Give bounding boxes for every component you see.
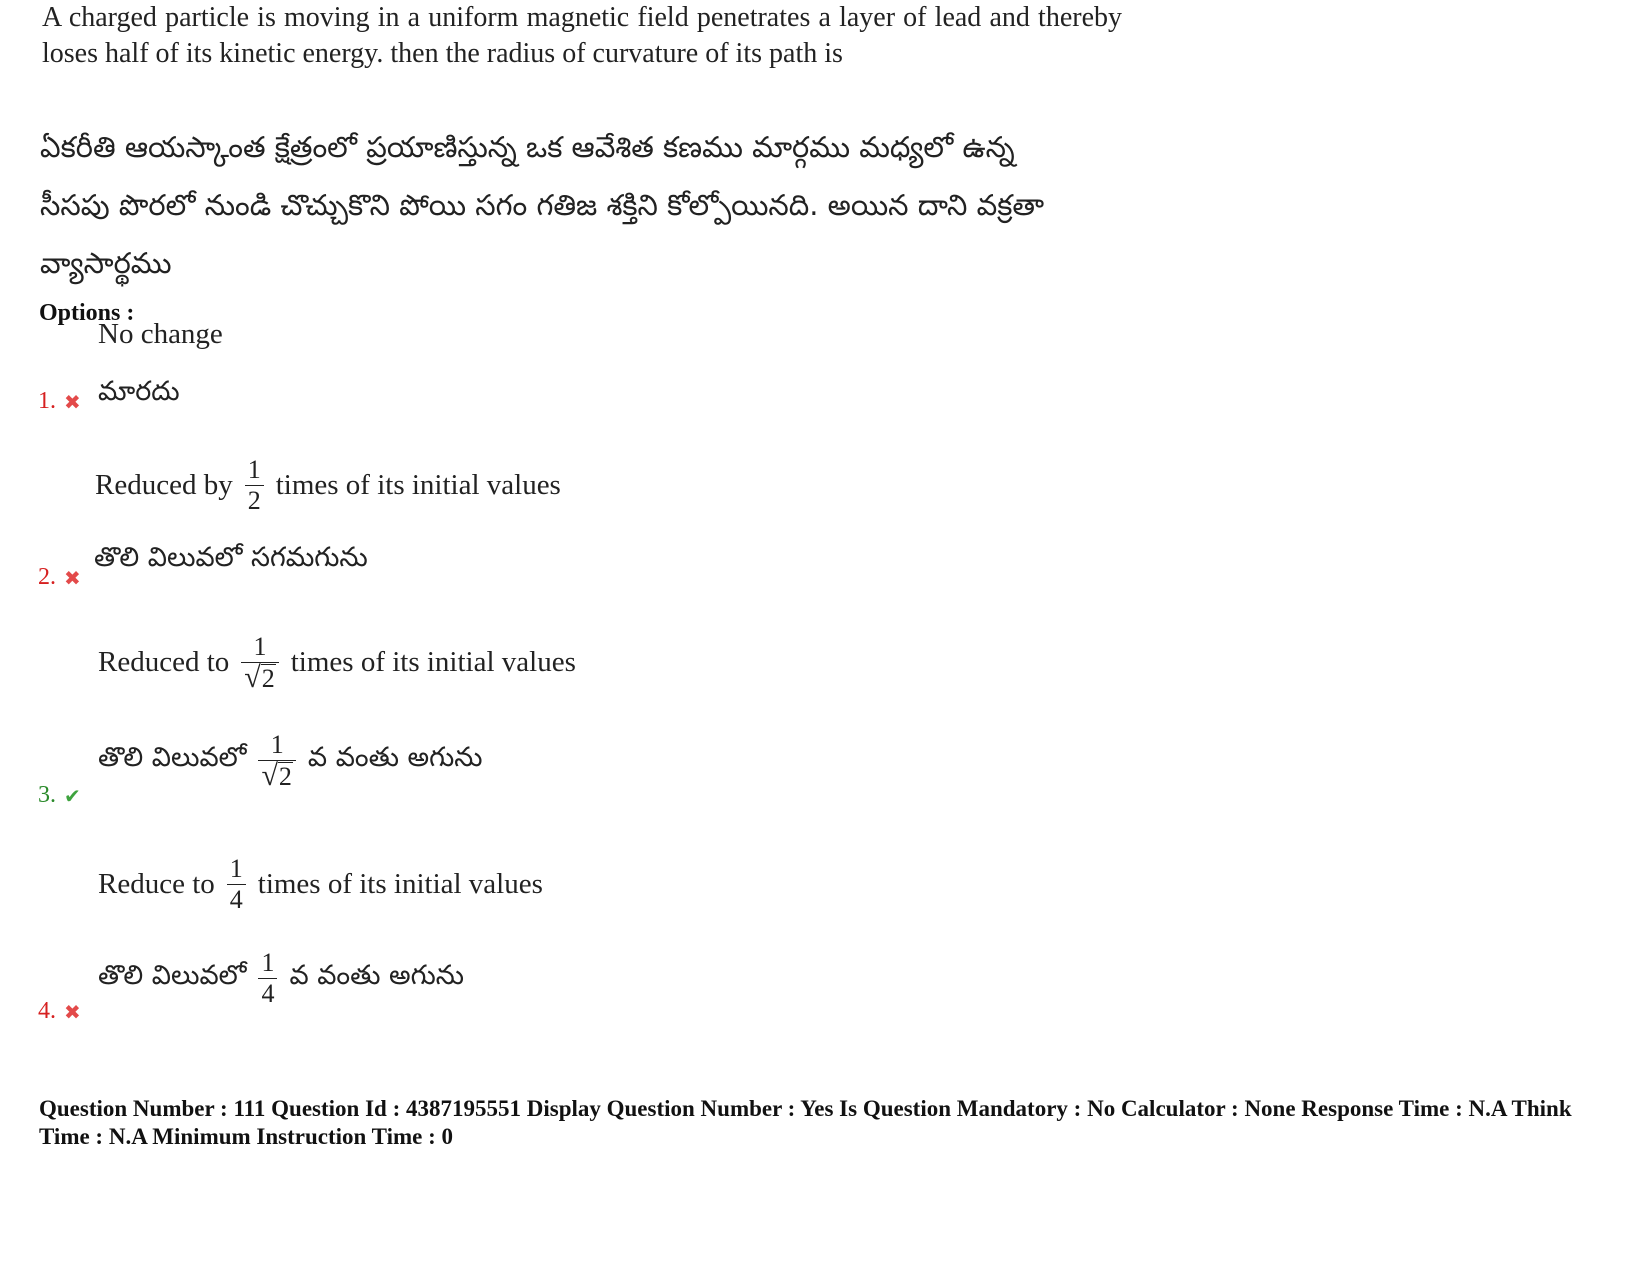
option-3-telugu-post: వ వంతు అగును <box>307 741 483 773</box>
fraction-denominator-sqrt <box>258 761 295 791</box>
option-1-marker <box>38 388 81 415</box>
question-text-telugu <box>40 118 1120 292</box>
option-2-english <box>95 455 561 516</box>
sqrt-argument: 2 <box>261 664 275 693</box>
option-3-english <box>98 632 576 693</box>
fraction-numerator: 1 <box>270 730 284 759</box>
option-2-english-post: times of its initial values <box>275 469 561 501</box>
option-4-english-post: times of its initial values <box>257 868 543 900</box>
option-3-english-post: times of its initial values <box>290 646 576 678</box>
option-4-marker <box>38 998 81 1025</box>
wrong-cross-icon: ✖ <box>64 389 81 414</box>
option-2-english-pre: Reduced by <box>95 469 233 501</box>
wrong-cross-icon: ✖ <box>64 565 81 590</box>
option-1-english-text: No change <box>98 318 223 350</box>
option-2-number: 2. <box>38 564 56 590</box>
fraction-denominator: 2 <box>247 486 261 515</box>
fraction-one-quarter <box>258 948 277 1009</box>
fraction-denominator: 4 <box>261 979 275 1008</box>
correct-check-icon: ✔ <box>64 783 81 808</box>
sqrt-icon: √ <box>261 759 278 792</box>
fraction-numerator: 1 <box>229 854 243 883</box>
options-label: Options : <box>39 300 135 326</box>
fraction-numerator: 1 <box>261 948 275 977</box>
option-4-telugu-pre: తొలి విలువలో <box>98 959 247 991</box>
fraction-denominator: 4 <box>229 885 243 914</box>
option-2-telugu <box>94 542 368 580</box>
sqrt-argument: 2 <box>278 762 292 791</box>
option-3-marker <box>38 782 81 809</box>
fraction-denominator-sqrt <box>241 663 278 693</box>
question-text-english: A charged particle is moving in a uniform magnetic field penetrates a layer of lead and thereby loses half of its kinetic energy. then the radius of curvature of its path is <box>42 2 1122 69</box>
fraction-one-over-root-two <box>241 632 278 693</box>
option-2-marker <box>38 564 81 591</box>
question-telugu-line: వ్యాసార్థము <box>40 246 172 280</box>
option-3-telugu-pre: తొలి విలువలో <box>98 741 247 773</box>
option-1-telugu-text: మారదు <box>98 376 180 407</box>
option-3-english-pre: Reduced to <box>98 646 230 678</box>
option-4-telugu <box>98 948 464 1009</box>
question-metadata-text: Question Number : 111 Question Id : 4387195551 Display Question Number : Yes Is Question Mandatory : No Calculator : None Response Time : N.A Think Time : N.A Minimum Instruction Time : 0 <box>39 1096 1577 1149</box>
option-4-telugu-post: వ వంతు అగును <box>289 959 465 991</box>
question-metadata <box>39 1095 1614 1151</box>
option-4-english <box>98 854 543 915</box>
option-1-number: 1. <box>38 388 56 414</box>
fraction-numerator: 1 <box>247 455 261 484</box>
fraction-one-quarter <box>227 854 246 915</box>
wrong-cross-icon: ✖ <box>64 999 81 1024</box>
question-telugu-line: ఏకరీతి ఆయస్కాంత క్షేత్రంలో ప్రయాణిస్తున్న ఒక ఆవేశిత కణము మార్గము మధ్యలో ఉన్న <box>40 130 1015 164</box>
option-4-english-pre: Reduce to <box>98 868 215 900</box>
sqrt-icon: √ <box>244 661 261 694</box>
option-4-number: 4. <box>38 998 56 1024</box>
option-1-telugu <box>98 376 180 414</box>
option-3-number: 3. <box>38 782 56 808</box>
fraction-numerator: 1 <box>253 632 267 661</box>
option-1-english <box>98 318 223 351</box>
option-3-telugu <box>98 730 483 791</box>
fraction-one-over-root-two <box>258 730 295 791</box>
option-2-telugu-text: తొలి విలువలో సగమగును <box>94 542 368 573</box>
question-telugu-line: సీసపు పొరలో నుండి చొచ్చుకొని పోయి సగం గతిజ శక్తిని కోల్పోయినది. అయిన దాని వక్రతా <box>40 188 1045 222</box>
fraction-one-half <box>245 455 264 516</box>
